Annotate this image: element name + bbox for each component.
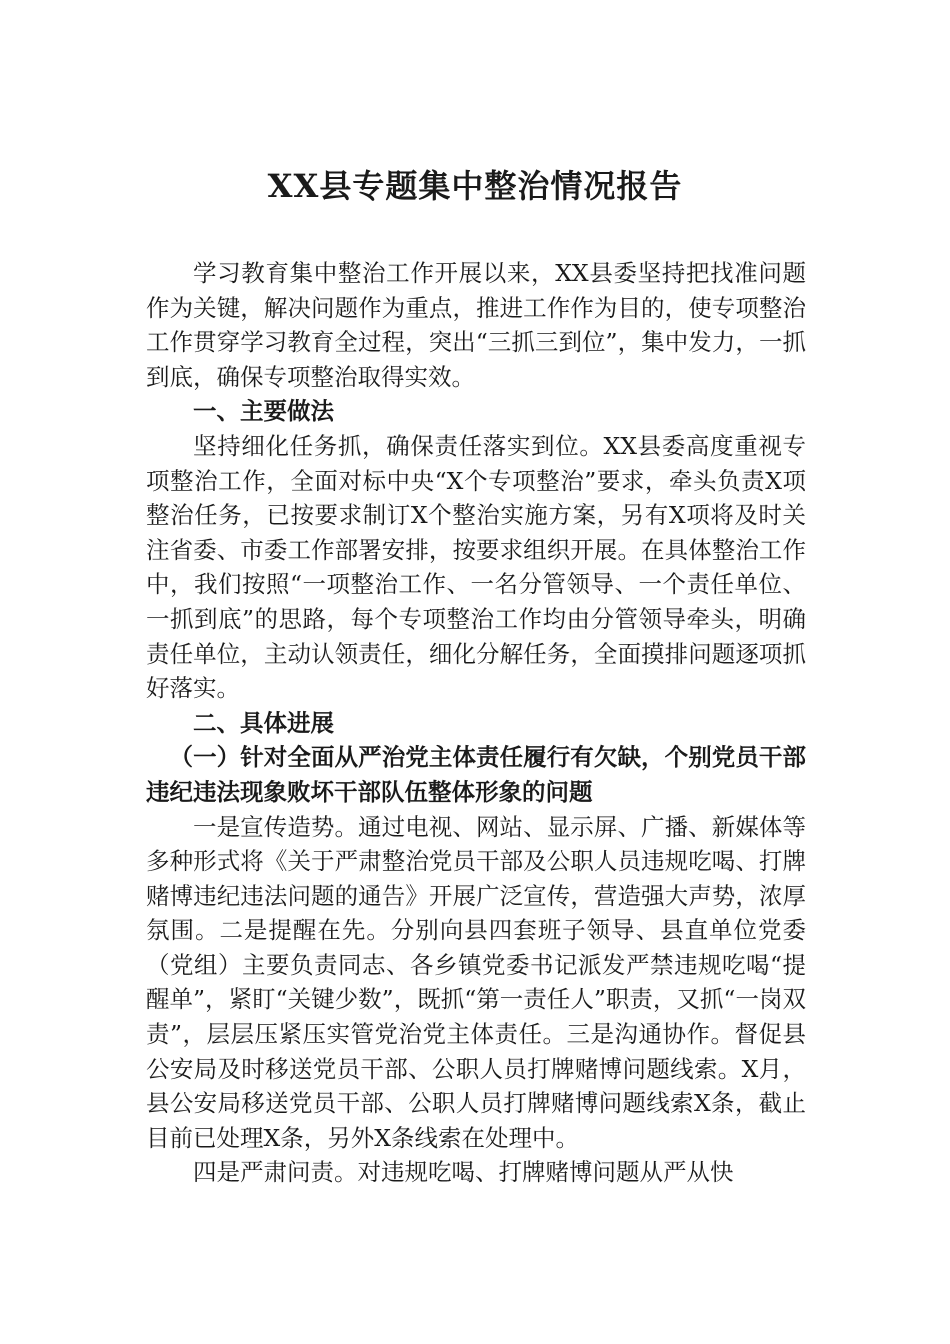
section-heading-main-practices: 一、主要做法 <box>193 397 334 426</box>
intro-paragraph: 学习教育集中整治工作开展以来，XX县委坚持把找准问题作为关键，解决问题作为重点，推进工作作为目的，使专项整治工作贯穿学习教育全过程，突出“三抓三到位”，集中发力，一抓到底，确保专项整治取得实效。 <box>146 259 806 391</box>
subsection-heading-1: （一）针对全面从严治党主体责任履行有欠缺，个别党员干部违纪违法现象败坏干部队伍整体形象的问题 <box>146 743 806 806</box>
main-practices-paragraph: 坚持细化任务抓，确保责任落实到位。XX县委高度重视专项整治工作，全面对标中央“X个专项整治”要求，牵头负责X项整治任务，已按要求制订X个整治实施方案，另有X项将及时关注省委、市委工作部署安排，按要求组织开展。在具体整治工作中，我们按照“一项整治工作、一名分管领导、一个责任单位、一抓到底”的思路，每个专项整治工作均由分管领导牵头，明确责任单位，主动认领责任，细化分解任务，全面摸排问题逐项抓好落实。 <box>146 431 806 703</box>
progress-paragraph-1: 一是宣传造势。通过电视、网站、显示屏、广播、新媒体等多种形式将《关于严肃整治党员干部及公职人员违规吃喝、打牌赌博违纪违法问题的通告》开展广泛宣传，营造强大声势，浓厚氛围。二是提醒在先。分别向县四套班子领导、县直单位党委（党组）主要负责同志、各乡镇党委书记派发严禁违规吃喝“提醒单”，紧盯“关键少数”，既抓“第一责任人”职责，又抓“一岗双责”，层层压紧压实管党治党主体责任。三是沟通协作。督促县公安局及时移送党员干部、公职人员打牌赌博问题线索。X月，县公安局移送党员干部、公职人员打牌赌博问题线索X条，截止目前已处理X条，另外X条线索在处理中。 <box>146 812 806 1152</box>
document-body <box>146 256 806 1190</box>
document-title: XX县专题集中整治情况报告 <box>267 167 683 205</box>
progress-paragraph-2: 四是严肃问责。对违规吃喝、打牌赌博问题从严从快 <box>193 1158 734 1187</box>
section-heading-progress: 二、具体进展 <box>193 708 334 737</box>
